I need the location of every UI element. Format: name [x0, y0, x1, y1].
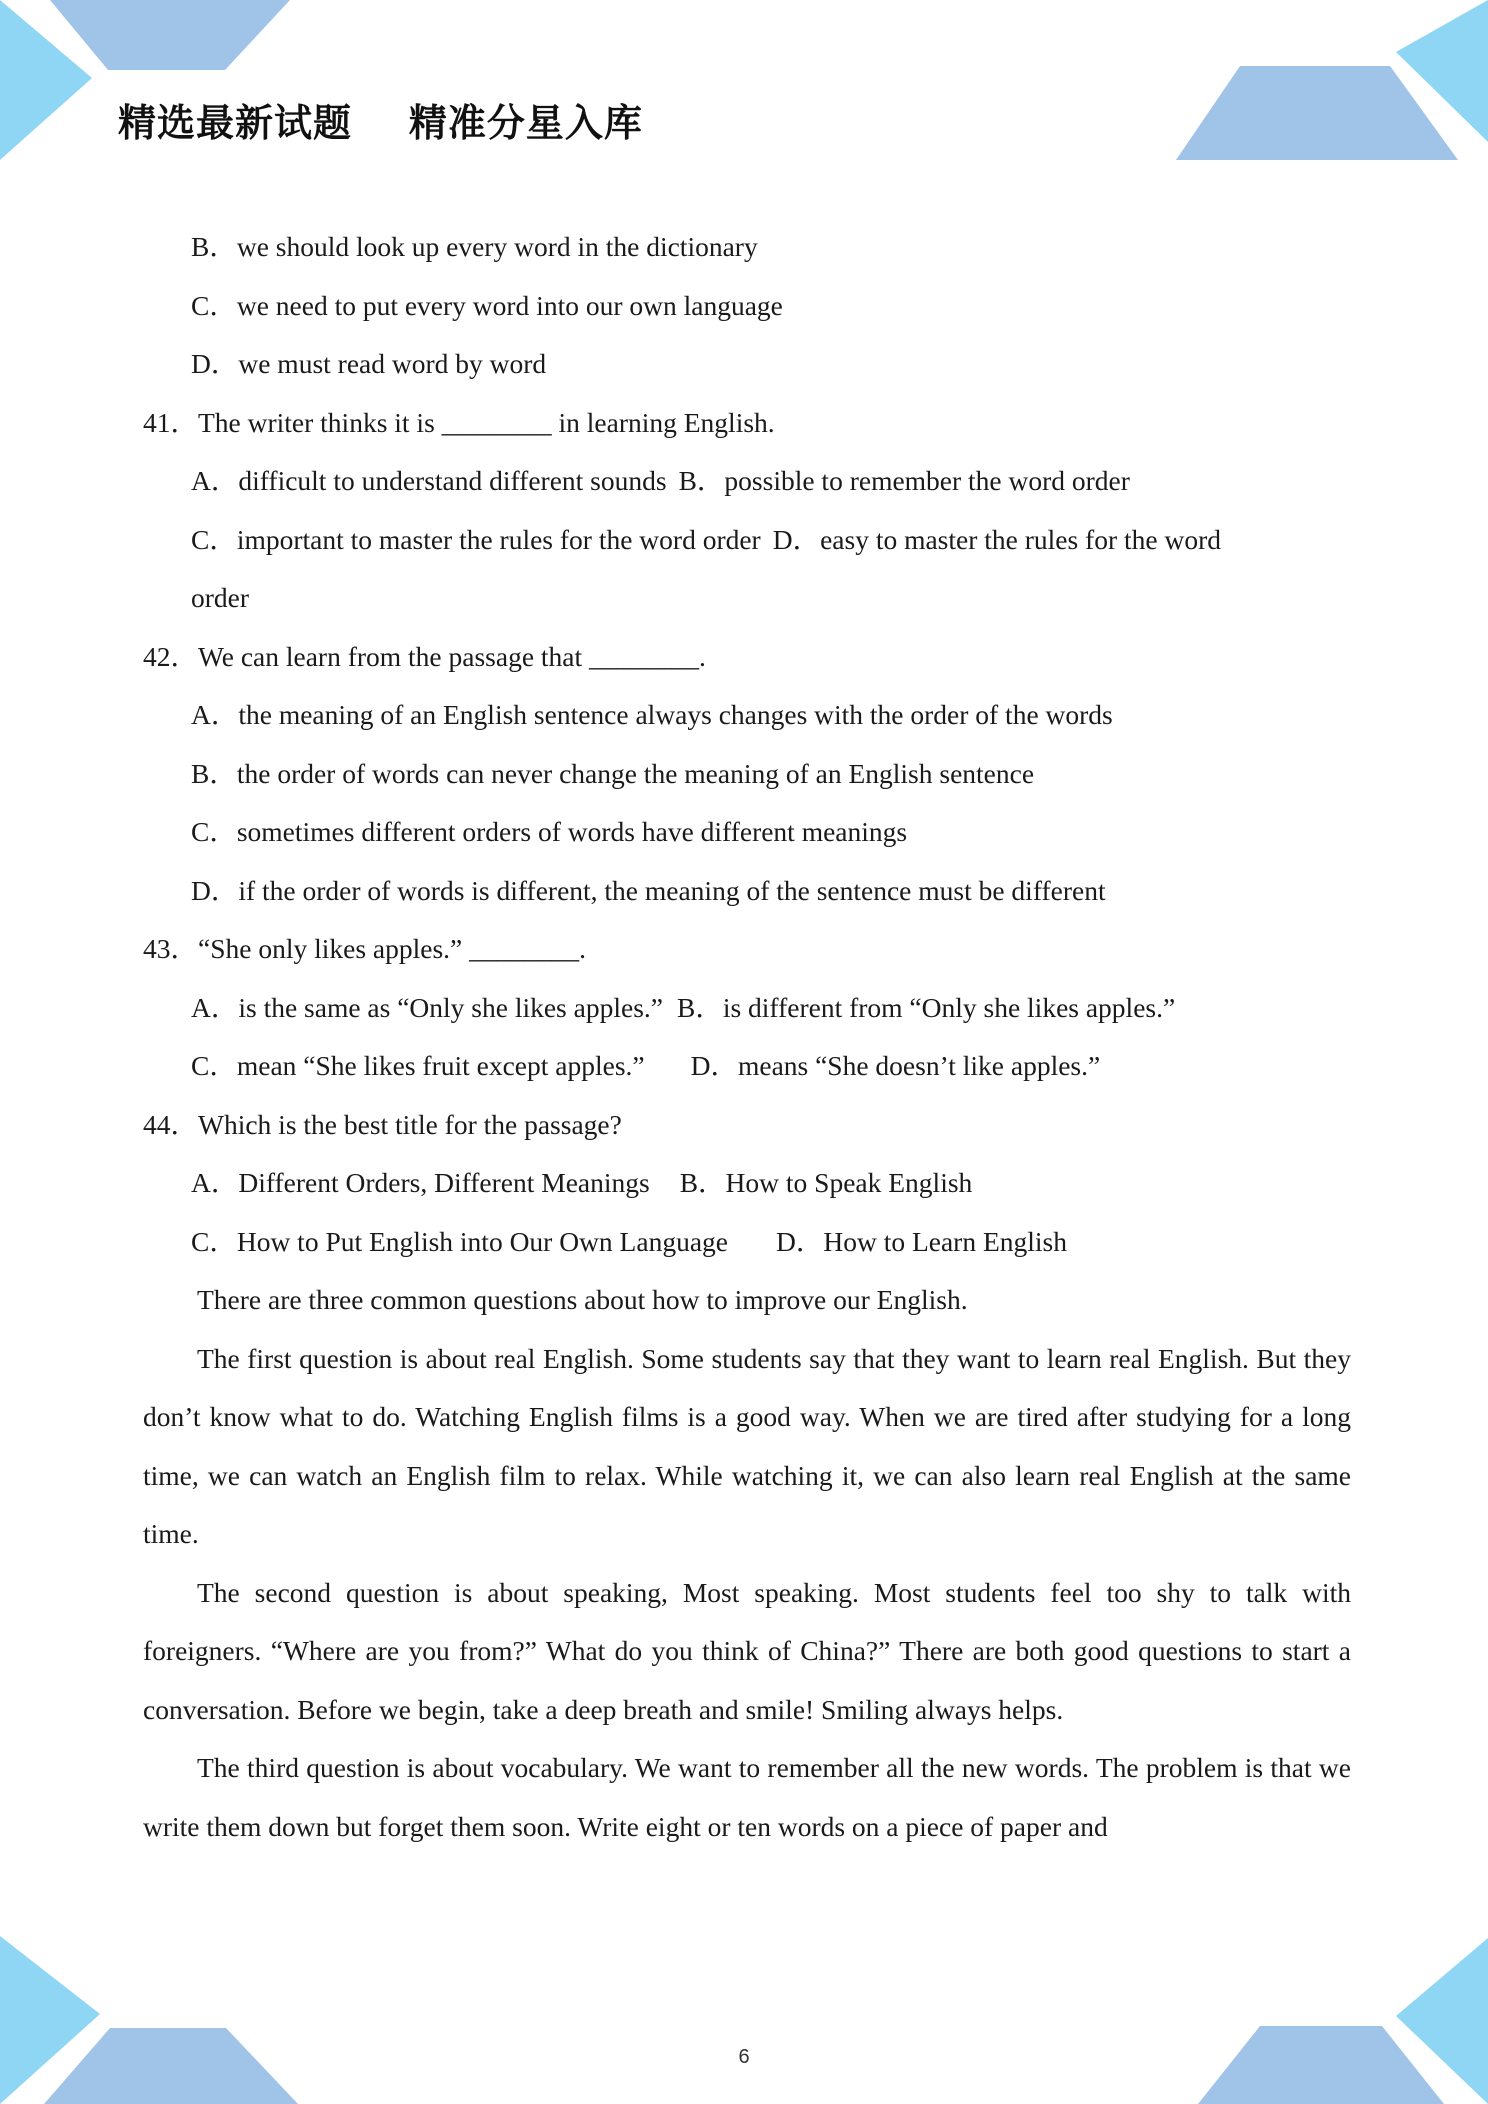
q42-option-c: C．sometimes different orders of words have different meanings [191, 816, 908, 847]
q42-stem: 42．We can learn from the passage that ________. [143, 640, 706, 672]
q41-options-ab [143, 452, 1351, 511]
page-number: 6 [738, 2046, 750, 2068]
q41-option-d-continued: order [191, 582, 250, 613]
passage-paragraph-1: There are three common questions about how to improve our English. [197, 1284, 968, 1315]
q40-option-c: C．we need to put every word into our own language [191, 289, 783, 321]
header-title: 精选最新试题 精准分星入库 [118, 101, 643, 145]
q44-option-d: D．How to Learn English [775, 1225, 1067, 1257]
q44-options-cd [143, 1213, 1351, 1272]
passage-paragraph-4: The third question is about vocabulary. We want to remember all the new words. The problem is that we write them down but forget them soon. Write eight or ten words on a piece of paper and [143, 1752, 1351, 1842]
q41-option-b: B．possible to remember the word order [678, 465, 1130, 496]
q44-stem: 44．Which is the best title for the passage? [143, 1108, 622, 1140]
q42-option-b: B．the order of words can never change the meaning of an English sentence [191, 757, 1035, 789]
q43-option-d: D．means “She doesn’t like apples.” [690, 1050, 1101, 1081]
corner-trapezoid-top-right [1176, 66, 1458, 160]
q43-option-a: A．is the same as “Only she likes apples.” [191, 991, 663, 1023]
q43-option-c: C．mean “She likes fruit except apples.” [191, 1050, 645, 1081]
q42-option-d: D．if the order of words is different, the meaning of the sentence must be different [191, 874, 1106, 906]
q43-option-b: B．is different from “Only she likes apples.” [676, 991, 1176, 1023]
q41-option-a: A．difficult to understand different sounds [191, 465, 667, 496]
q43-stem: 43．“She only likes apples.” ________. [143, 933, 586, 964]
q44-options-ab [143, 1154, 1351, 1213]
q43-options-ab [143, 979, 1351, 1038]
q44-option-b: B．How to Speak English [679, 1167, 973, 1198]
document-body [143, 218, 1351, 1856]
q43-options-cd [143, 1037, 1351, 1096]
q41-option-c: C．important to master the rules for the word order [191, 523, 761, 555]
passage-paragraph-3: The second question is about speaking, Most speaking. Most students feel too shy to talk with foreigners. “Where are you from?” What do you think of China?” There are both good questions to start a conversation. Before we begin, take a deep breath and smile! Smiling always helps. [143, 1576, 1351, 1725]
q44-option-a: A．Different Orders, Different Meanings [191, 1167, 650, 1198]
q41-stem: 41．The writer thinks it is ________ in learning English. [143, 406, 775, 438]
q41-options-cd [143, 511, 1351, 570]
q40-option-d: D．we must read word by word [191, 348, 547, 379]
q40-option-b: B．we should look up every word in the dictionary [191, 231, 758, 262]
q44-option-c: C．How to Put English into Our Own Language [191, 1225, 728, 1257]
passage-paragraph-2: The first question is about real English. Some students say that they want to learn real English. But they don’t know what to do. Watching English films is a good way. When we are tired after studying for a long time, we can watch an English film to relax. While watching it, we can also learn real English at the same time. [143, 1342, 1351, 1549]
q41-option-d: D．easy to master the rules for the word [772, 523, 1221, 555]
corner-trapezoid-top-left [50, 0, 290, 70]
q42-option-a: A．the meaning of an English sentence always changes with the order of the words [191, 699, 1113, 730]
